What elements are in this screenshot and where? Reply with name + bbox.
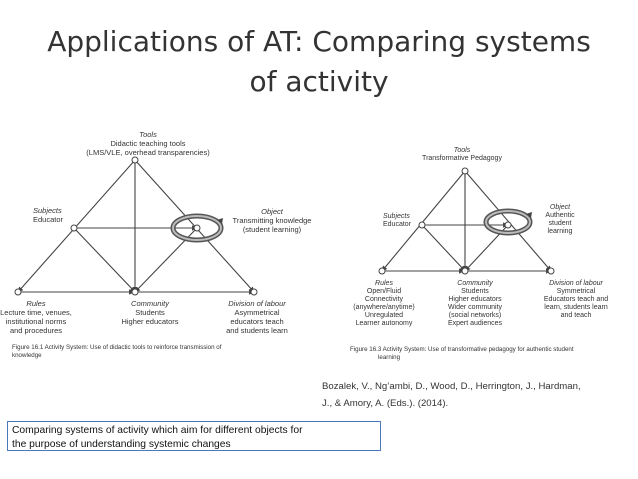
svg-text:Division of labour: Division of labour bbox=[228, 299, 286, 308]
svg-text:Students: Students bbox=[461, 288, 489, 295]
svg-text:(anywhere/anytime): (anywhere/anytime) bbox=[353, 304, 415, 311]
subjects-label bbox=[33, 206, 64, 224]
svg-text:Community: Community bbox=[131, 299, 169, 308]
svg-text:Object: Object bbox=[261, 207, 283, 216]
svg-text:and teach: and teach bbox=[560, 312, 592, 319]
svg-text:Students: Students bbox=[135, 308, 165, 317]
svg-text:learning: learning bbox=[547, 228, 573, 235]
svg-text:(LMS/VLE, overhead transparenc: (LMS/VLE, overhead transparencies) bbox=[86, 148, 210, 157]
node-community bbox=[132, 289, 138, 295]
svg-text:Didactic teaching tools: Didactic teaching tools bbox=[110, 139, 186, 148]
svg-text:learn, students learn: learn, students learn bbox=[544, 304, 608, 311]
svg-text:Tools: Tools bbox=[139, 130, 157, 139]
svg-text:Unregulated: Unregulated bbox=[364, 312, 404, 319]
svg-text:Higher educators: Higher educators bbox=[448, 296, 502, 303]
citation-line-1: Bozalek, V., Ng’ambi, D., Wood, D., Herrington, J., Hardman, bbox=[322, 381, 581, 392]
svg-text:Asymmetrical: Asymmetrical bbox=[234, 308, 280, 317]
svg-text:Figure 16.3 Activity System:: Figure 16.3 Activity System: Use of transformative pedagogy for authentic student bbox=[350, 346, 574, 353]
node-rules bbox=[15, 289, 21, 295]
citation-reference bbox=[322, 378, 622, 412]
object-label bbox=[545, 204, 575, 235]
svg-text:Educator: Educator bbox=[383, 221, 412, 228]
svg-text:Subjects: Subjects bbox=[33, 206, 62, 215]
svg-text:Object: Object bbox=[549, 204, 571, 211]
division-label bbox=[226, 299, 288, 335]
svg-text:Connectivity: Connectivity bbox=[364, 296, 404, 303]
svg-text:knowledge: knowledge bbox=[12, 352, 42, 359]
summary-note-box bbox=[7, 421, 381, 451]
svg-text:(social networks): (social networks) bbox=[448, 312, 502, 319]
svg-text:Higher educators: Higher educators bbox=[121, 317, 179, 326]
figure-caption-right bbox=[350, 346, 574, 361]
svg-text:Expert audiences: Expert audiences bbox=[447, 320, 503, 327]
svg-text:educators teach: educators teach bbox=[230, 317, 284, 326]
svg-text:Subjects: Subjects bbox=[383, 213, 410, 220]
node-division bbox=[251, 289, 257, 295]
activity-system-diagram-right bbox=[338, 142, 633, 367]
svg-text:Tools: Tools bbox=[453, 147, 471, 154]
svg-text:Educators teach and: Educators teach and bbox=[543, 296, 609, 303]
svg-text:and students learn: and students learn bbox=[226, 326, 288, 335]
node-object bbox=[505, 222, 511, 228]
summary-note-line-2: the purpose of understanding systemic changes bbox=[12, 439, 231, 450]
svg-text:Community: Community bbox=[457, 280, 493, 287]
slide-title bbox=[20, 22, 618, 102]
rules-label bbox=[0, 299, 72, 335]
edge-tools-division bbox=[465, 171, 551, 271]
svg-text:(student learning): (student learning) bbox=[242, 225, 302, 234]
node-object bbox=[194, 225, 200, 231]
node-tools bbox=[462, 168, 468, 174]
svg-text:Wider community: Wider community bbox=[447, 304, 503, 311]
summary-note-line-1: Comparing systems of activity which aim for different objects for bbox=[12, 425, 303, 436]
svg-text:Figure 16.1 Activity System:: Figure 16.1 Activity System: Use of didactic tools to reinforce transmission of bbox=[12, 344, 222, 351]
svg-text:Transformative Pedagogy: Transformative Pedagogy bbox=[422, 155, 502, 162]
node-rules bbox=[379, 268, 385, 274]
node-subjects bbox=[71, 225, 77, 231]
tools-label bbox=[422, 147, 502, 162]
edge-subjects-community bbox=[422, 225, 465, 271]
activity-system-left-svg bbox=[0, 128, 330, 363]
activity-system-diagram-left bbox=[0, 128, 330, 363]
svg-text:Symmetrical: Symmetrical bbox=[556, 288, 596, 295]
node-division bbox=[548, 268, 554, 274]
object-label bbox=[233, 207, 312, 234]
node-community bbox=[462, 268, 468, 274]
community-label bbox=[448, 280, 503, 327]
figure-caption-left bbox=[12, 344, 222, 359]
svg-text:Transmitting knowledge: Transmitting knowledge bbox=[232, 216, 312, 225]
svg-text:student: student bbox=[548, 220, 572, 227]
slide-title-line-2: of activity bbox=[249, 65, 389, 98]
node-subjects bbox=[419, 222, 425, 228]
svg-text:Rules: Rules bbox=[26, 299, 46, 308]
svg-text:Lecture time, venues,: Lecture time, venues, bbox=[0, 308, 72, 317]
community-label bbox=[121, 299, 178, 326]
tools-label bbox=[86, 130, 210, 157]
rules-label bbox=[353, 280, 414, 327]
node-tools bbox=[132, 157, 138, 163]
activity-system-right-svg bbox=[338, 142, 633, 367]
svg-text:institutional norms: institutional norms bbox=[5, 317, 67, 326]
svg-text:Rules: Rules bbox=[375, 280, 393, 287]
svg-text:Educator: Educator bbox=[33, 215, 64, 224]
svg-text:and procedures: and procedures bbox=[9, 326, 63, 335]
division-label bbox=[544, 280, 608, 319]
citation-line-2: J., & Amory, A. (Eds.). (2014). bbox=[322, 398, 449, 409]
svg-text:learning: learning bbox=[378, 354, 401, 361]
svg-text:Open/Fluid: Open/Fluid bbox=[366, 288, 402, 295]
subjects-label bbox=[383, 213, 412, 228]
slide-title-line-1: Applications of AT: Comparing systems bbox=[47, 25, 591, 58]
svg-text:Division of labour: Division of labour bbox=[549, 280, 603, 287]
svg-text:Learner autonomy: Learner autonomy bbox=[355, 320, 413, 327]
svg-text:Authentic: Authentic bbox=[545, 212, 575, 219]
edge-subjects-community bbox=[74, 228, 135, 292]
